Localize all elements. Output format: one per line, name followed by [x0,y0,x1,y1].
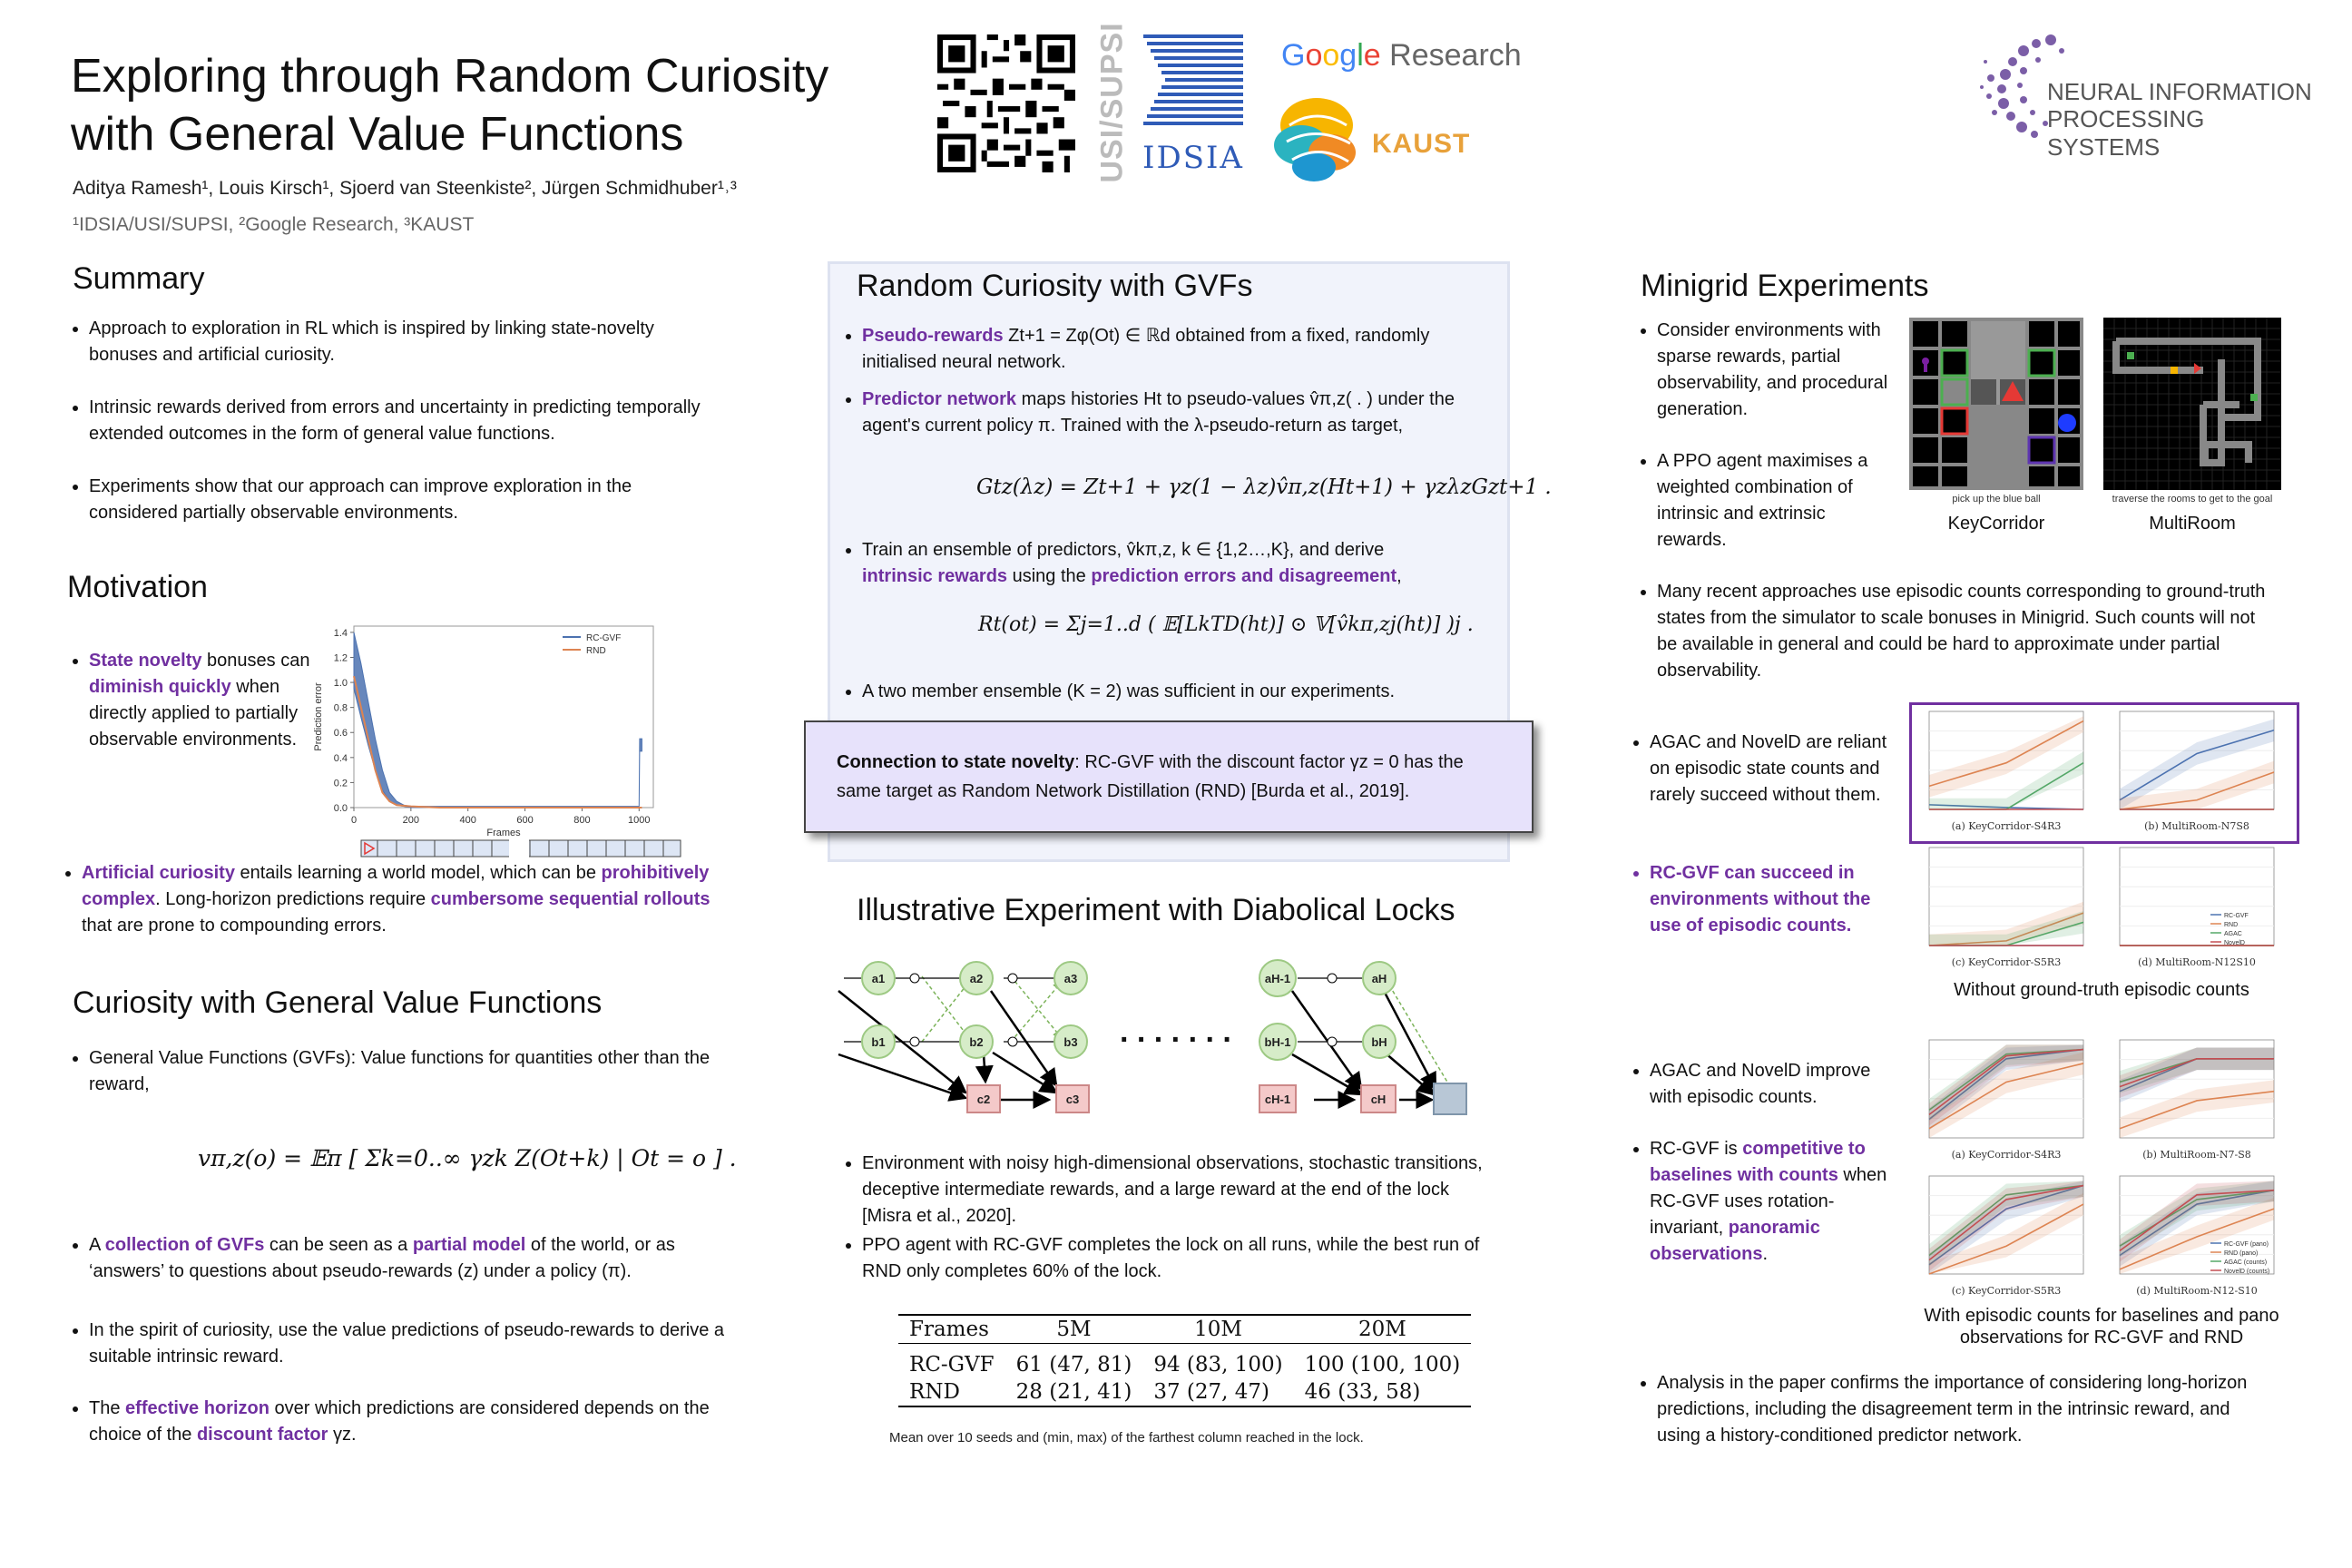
poster-title: Exploring through Random Curiosity with General Value Functions [71,50,829,161]
idsia-logo: IDSIA [1134,33,1252,178]
frame-gap [509,838,529,858]
table-header: Frames [909,1318,989,1341]
plots1-svg [1913,706,2294,978]
locks-heading: Illustrative Experiment with Diabolical Locks [857,893,1455,927]
lock-goal-node [1434,1083,1466,1114]
qr-code[interactable] [937,34,1075,172]
rc-gvf-bullet-3: • Train an ensemble of predictors, v̂kπ,z, k ∈ {1,2…,K}, and derive intrinsic rewards using the prediction errors and disagreement, [846,537,1490,590]
locks-bullet-2: • PPO agent with RC-GVF completes the lock on all runs, while the best run of RND only completes 60% of the lock. [846,1232,1499,1285]
x-tick-label: 800 [573,815,591,826]
x-tick-label: 0 [350,815,358,826]
rc-gvf-bullet-4: • A two member ensemble (K = 2) was sufficient in our experiments. [846,679,1481,705]
rc-gvf-bullet-2: • Predictor network maps histories Ht to pseudo-values v̂π,z( . ) under the agent's current policy π. Trained with the λ-pseudo-return as target, [846,387,1481,439]
plot-area [354,626,653,808]
table-row: RND 28 (21, 41) 37 (27, 47) 46 (33, 58) [898,1378,1471,1406]
gvf-equation: vπ,z(o) = 𝔼π [ Σk=0..∞ γzk Z(Ot+k) | Ot = o ] . [198,1145,737,1171]
lock-label: a2 [969,972,984,985]
x-tick-label: 200 [402,815,420,826]
state-novelty-box: Connection to state novelty: RC-GVF with the discount factor γz = 0 has the same target as Random Network Distillation (RND) [Burda et al., 2019]. [804,720,1534,833]
legend-entry: RC-GVF [2224,913,2249,919]
subplot-caption: (b) MultiRoom-N7S8 [2144,820,2249,832]
y-tick-label: 0.4 [333,752,348,764]
table-header: 20M [1358,1318,1406,1341]
authors: Aditya Ramesh¹, Louis Kirsch¹, Sjoerd van Steenkiste², Jürgen Schmidhuber¹˒³ [73,178,737,199]
list-item: • Intrinsic rewards derived from errors and uncertainty in predicting temporally extended outcomes in the form of general value functions. [89,395,708,447]
legend-entry: RC-GVF (pano) [2224,1241,2269,1248]
x-axis-label: Frames [486,828,521,838]
x-tick-label: 1000 [628,815,651,826]
keycorridor-name: KeyCorridor [1947,514,2045,534]
rc-gvf-bullet-1: • Pseudo-rewards Zt+1 = Zφ(Ot) ∈ ℝd obtained from a fixed, randomly initialised neural network. [846,323,1481,376]
table-caption: Mean over 10 seeds and (min, max) of the farthest column reached in the lock. [889,1430,1364,1446]
legend-entry: AGAC (counts) [2224,1259,2268,1266]
legend-entry: RND (pano) [2224,1250,2259,1257]
curiosity-bullet-2: • A collection of GVFs can be seen as a partial model of the world, or as ‘answers’ to questions about pseudo-rewards (z) under a policy (π). [73,1232,726,1285]
lock-label: b3 [1063,1035,1078,1049]
keycorridor-env-image [1909,318,2083,490]
idsia-stripes-icon [1134,33,1252,142]
minigrid-bullet-6: • AGAC and NovelD improve with episodic counts. [1633,1058,1896,1111]
subplot-caption: (d) MultiRoom-N12-S10 [2136,1285,2258,1297]
y-tick-label: 0.8 [333,702,348,714]
list-item: • Approach to exploration in RL which is inspired by linking state-novelty bonuses and artificial curiosity. [89,316,708,368]
minigrid-bullet-5: • RC-GVF can succeed in environments without the use of episodic counts. [1633,860,1896,939]
usi-supsi-logo: USI/SUPSI [1094,22,1130,183]
results-table [898,1314,1471,1407]
legend-entry: RND [2224,922,2239,928]
motivation-bullet-2: • Artificial curiosity entails learning a world model, which can be prohibitively complex. Long-horizon predictions require cumbersome sequential rollouts that are prone to compounding errors. [65,860,719,939]
plots2-svg [1913,1034,2294,1307]
curiosity-bullet-1: • General Value Functions (GVFs): Value functions for quantities other than the reward, [73,1045,726,1098]
summary-list [73,316,708,526]
subplot-frame [2120,848,2274,946]
motivation-bullet-1: • State novelty bonuses can diminish quickly when directly applied to partially observable environments. [73,648,318,753]
plots-without-counts [1913,706,2294,978]
legend-entry: AGAC [2224,931,2242,937]
lock-label: c2 [976,1093,991,1106]
diabolical-lock-diagram [806,947,1488,1129]
multiroom-name: MultiRoom [2149,514,2236,534]
pseudo-return-equation: Gtz(λz) = Zt+1 + γz(1 − λz)v̂π,z(Ht+1) + γzλzGzt+1 . [976,475,1552,499]
neurips-logo: NEURAL INFORMATION PROCESSING SYSTEMS [1978,33,2323,142]
subplot-caption: (a) KeyCorridor-S4R3 [1951,820,2062,832]
lock-label: bH [1371,1035,1387,1049]
lock-label: b1 [871,1035,886,1049]
kaust-logo: KAUST [1267,89,1485,189]
legend-entry: NovelD [2224,940,2245,946]
subplot-caption: (a) KeyCorridor-S4R3 [1951,1149,2062,1161]
lock-label: a3 [1063,972,1078,985]
subplot-caption: (b) MultiRoom-N7-S8 [2142,1149,2251,1161]
minigrid-bullet-4: • AGAC and NovelD are reliant on episodic state counts and rarely succeed without them. [1633,730,1896,808]
lock-label: cH-1 [1264,1093,1291,1106]
y-tick-label: 0.6 [333,728,348,740]
list-item: • Experiments show that our approach can improve exploration in the considered partially observable environments. [89,474,708,526]
lock-label: cH [1370,1093,1387,1106]
plots-without-counts-caption: Without ground-truth episodic counts [1954,980,2249,1000]
minigrid-heading: Minigrid Experiments [1641,269,1929,303]
y-tick-label: 1.2 [333,652,348,664]
keycorridor-caption: pick up the blue ball [1952,494,2041,505]
rc-gvf-heading: Random Curiosity with GVFs [857,269,1253,303]
curiosity-bullet-4: • The effective horizon over which predictions are considered depends on the choice of the discount factor γz. [73,1396,726,1448]
google-research-logo: Google Research [1281,38,1522,73]
y-tick-label: 0.0 [333,803,348,814]
summary-heading: Summary [73,261,205,296]
legend-entry: RC-GVF [586,633,622,643]
table-header: 5M [1056,1318,1092,1341]
lock-ellipsis: . . . . . . . [1120,1014,1231,1049]
prediction-error-chart [309,613,690,867]
x-tick-label: 400 [459,815,476,826]
multiroom-env-image [2103,318,2281,490]
minigrid-bullet-7: • RC-GVF is competitive to baselines with counts when RC-GVF uses rotation-invariant, panoramic observations. [1633,1136,1896,1268]
multiroom-caption: traverse the rooms to get to the goal [2112,494,2273,505]
affiliations: ¹IDSIA/USI/SUPSI, ²Google Research, ³KAUST [73,214,475,235]
kaust-emblem-icon [1267,89,1367,189]
lock-label: aH-1 [1264,972,1291,985]
subplot-caption: (c) KeyCorridor-S5R3 [1951,956,2062,968]
intrinsic-reward-equation: Rt(ot) = Σj=1..d ( 𝔼[LkTD(ht)] ⊙ 𝕍[v̂kπ,zj(ht)] )j . [978,613,1474,636]
table-header: 10M [1194,1318,1242,1341]
locks-bullet-1: • Environment with noisy high-dimensional observations, stochastic transitions, deceptive intermediate rewards, and a large reward at the end of the lock [Misra et al., 2020]. [846,1151,1499,1230]
minigrid-bullet-1: • Consider environments with sparse rewards, partial observability, and procedural generation. [1641,318,1895,423]
y-tick-label: 1.0 [333,678,348,690]
lock-label: c3 [1065,1093,1080,1106]
lock-label: aH [1371,972,1387,985]
subplot-caption: (c) KeyCorridor-S5R3 [1951,1285,2062,1297]
y-tick-label: 0.2 [333,778,348,789]
legend-entry: RND [586,646,606,656]
minigrid-bullet-3: • Many recent approaches use episodic counts corresponding to ground-truth states from the simulator to scale bonuses in Minigrid. Such counts will not be available in general and could be hard to approximate under partial observability. [1641,579,2276,684]
curiosity-bullet-3: • In the spirit of curiosity, use the value predictions of pseudo-rewards to derive a suitable intrinsic reward. [73,1318,726,1370]
lock-label: b2 [969,1035,984,1049]
x-tick-label: 600 [516,815,534,826]
legend-entry: NovelD (counts) [2224,1269,2270,1275]
plots-with-counts-caption: With episodic counts for baselines and pano observations for RC-GVF and RND [1924,1306,2279,1348]
curiosity-heading: Curiosity with General Value Functions [73,985,603,1020]
lock-label: a1 [871,972,886,985]
table-row: RC-GVF 61 (47, 81) 94 (83, 100) 100 (100, 100) [909,1353,1461,1377]
y-axis-label: Prediction error [313,682,324,751]
plots-with-counts [1913,1034,2294,1307]
y-tick-label: 1.4 [333,627,348,639]
minigrid-bullet-2: • A PPO agent maximises a weighted combination of intrinsic and extrinsic rewards. [1641,448,1895,554]
minigrid-bullet-8: • Analysis in the paper confirms the importance of considering long-horizon predictions, including the disagreement term in the intrinsic reward, and using a history-conditioned predictor network. [1641,1370,2276,1449]
motivation-heading: Motivation [67,570,208,604]
lock-label: bH-1 [1264,1035,1291,1049]
subplot-caption: (d) MultiRoom-N12S10 [2138,956,2256,968]
